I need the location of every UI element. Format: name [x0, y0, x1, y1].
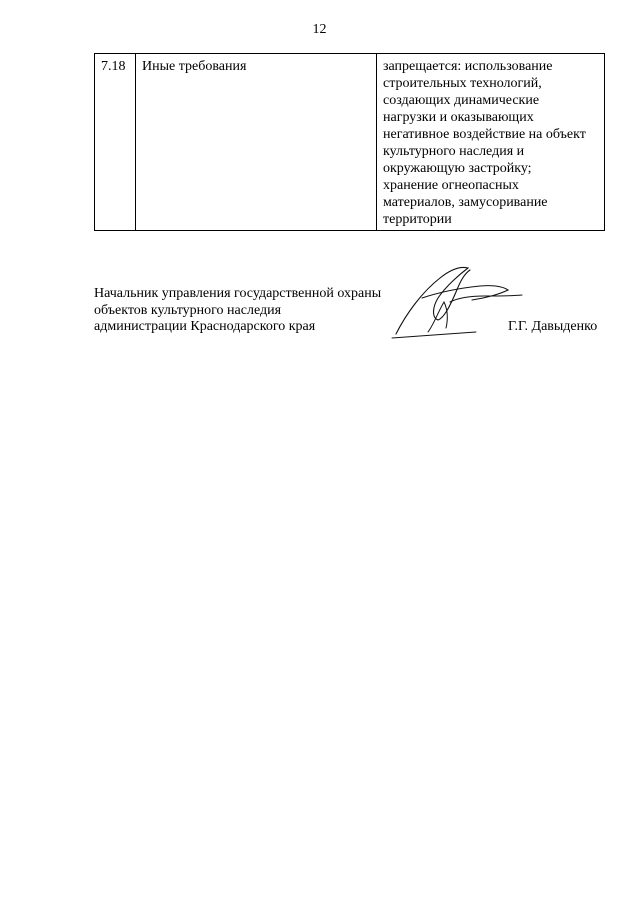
value-line: запрещается: использование: [383, 59, 553, 74]
value-line: культурного наследия и: [383, 144, 525, 159]
value-line: материалов, замусоривание: [383, 195, 548, 210]
value-line: строительных технологий,: [383, 76, 542, 91]
value-line: создающих динамические: [383, 93, 540, 108]
row-name-cell: Иные требования: [136, 54, 377, 231]
row-value-cell: [377, 54, 605, 231]
position-line: объектов культурного наследия: [94, 302, 282, 318]
value-line: нагрузки и оказывающих: [383, 110, 534, 125]
page-number: 12: [312, 22, 327, 37]
position-line: администрации Краснодарского края: [94, 319, 316, 334]
position-line: Начальник управления государственной охраны: [94, 286, 382, 301]
signer-name: Г.Г. Давыденко: [508, 319, 598, 334]
row-number-cell: 7.18: [95, 54, 136, 231]
signatory-position: [94, 286, 381, 336]
value-line: хранение огнеопасных: [383, 178, 519, 193]
value-line: негативное воздействие на объект: [383, 127, 586, 142]
requirements-table: [94, 53, 605, 231]
handwritten-signature: [388, 262, 528, 342]
value-line: окружающую застройку;: [383, 161, 532, 176]
value-line: территории: [383, 212, 452, 227]
table-row: [95, 54, 605, 231]
